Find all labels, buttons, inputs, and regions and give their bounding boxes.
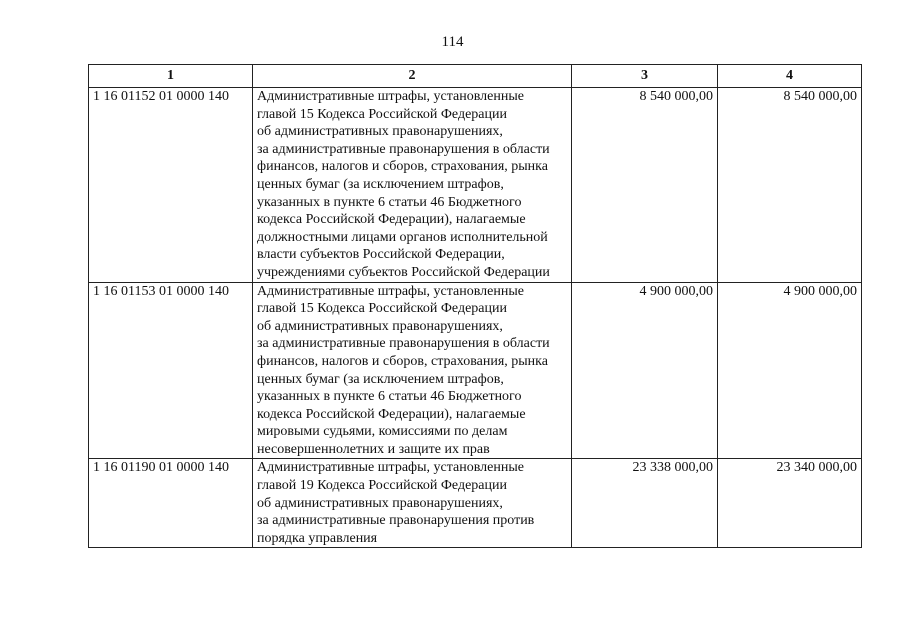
header-col-4: 4 xyxy=(718,65,862,88)
description-line: кодекса Российской Федерации), налагаемые xyxy=(257,212,526,228)
amount-col-4: 4 900 000,00 xyxy=(718,282,862,459)
budget-code: 1 16 01190 01 0000 140 xyxy=(89,459,253,548)
header-row xyxy=(89,65,862,88)
description-line: учреждениями субъектов Российской Федерации xyxy=(257,264,550,280)
description-line: главой 15 Кодекса Российской Федерации xyxy=(257,301,507,317)
description-line: Административные штрафы, установленные xyxy=(257,283,524,299)
description-line: за административные правонарушения против xyxy=(257,513,535,529)
description-line: Административные штрафы, установленные xyxy=(257,89,524,104)
description-line: главой 15 Кодекса Российской Федерации xyxy=(257,106,507,122)
description-line: об административных правонарушениях, xyxy=(257,495,503,511)
description-line: главой 19 Кодекса Российской Федерации xyxy=(257,478,507,494)
budget-table xyxy=(88,64,862,548)
amount-col-3: 8 540 000,00 xyxy=(572,88,718,283)
budget-code: 1 16 01152 01 0000 140 xyxy=(89,88,253,283)
amount-col-3: 4 900 000,00 xyxy=(572,282,718,459)
description-line: ценных бумаг (за исключением штрафов, xyxy=(257,176,504,192)
description-line: указанных в пункте 6 статьи 46 Бюджетного xyxy=(257,194,522,210)
amount-col-4: 8 540 000,00 xyxy=(718,88,862,283)
table-row xyxy=(89,88,862,283)
description-line: кодекса Российской Федерации), налагаемые xyxy=(257,406,526,422)
description-line: указанных в пункте 6 статьи 46 Бюджетного xyxy=(257,389,522,405)
amount-col-4: 23 340 000,00 xyxy=(718,459,862,548)
table-row xyxy=(89,459,862,548)
description-line: Административные штрафы, установленные xyxy=(257,460,524,476)
budget-code: 1 16 01153 01 0000 140 xyxy=(89,282,253,459)
description xyxy=(253,459,572,548)
description-line: несовершеннолетних и защите их прав xyxy=(257,441,490,457)
amount-col-3: 23 338 000,00 xyxy=(572,459,718,548)
description-line: об административных правонарушениях, xyxy=(257,124,503,140)
description xyxy=(253,88,572,283)
description-line: ценных бумаг (за исключением штрафов, xyxy=(257,371,504,387)
table-row xyxy=(89,282,862,459)
page-number: 114 xyxy=(441,34,464,50)
description-line: должностными лицами органов исполнительной xyxy=(257,229,548,245)
description-line: об административных правонарушениях, xyxy=(257,318,503,334)
table-body xyxy=(89,88,862,548)
description-line: за административные правонарушения в области xyxy=(257,336,550,352)
description-line: порядка управления xyxy=(257,530,378,546)
header-col-3: 3 xyxy=(572,65,718,88)
description-line: власти субъектов Российской Федерации, xyxy=(257,247,505,263)
description-line: мировыми судьями, комиссиями по делам xyxy=(257,424,508,440)
description xyxy=(253,282,572,459)
header-col-2: 2 xyxy=(253,65,572,88)
header-col-1: 1 xyxy=(89,65,253,88)
description-line: финансов, налогов и сборов, страхования, рынка xyxy=(257,353,548,369)
description-line: финансов, налогов и сборов, страхования, рынка xyxy=(257,159,548,175)
table-header xyxy=(89,65,862,88)
description-line: за административные правонарушения в области xyxy=(257,141,550,157)
